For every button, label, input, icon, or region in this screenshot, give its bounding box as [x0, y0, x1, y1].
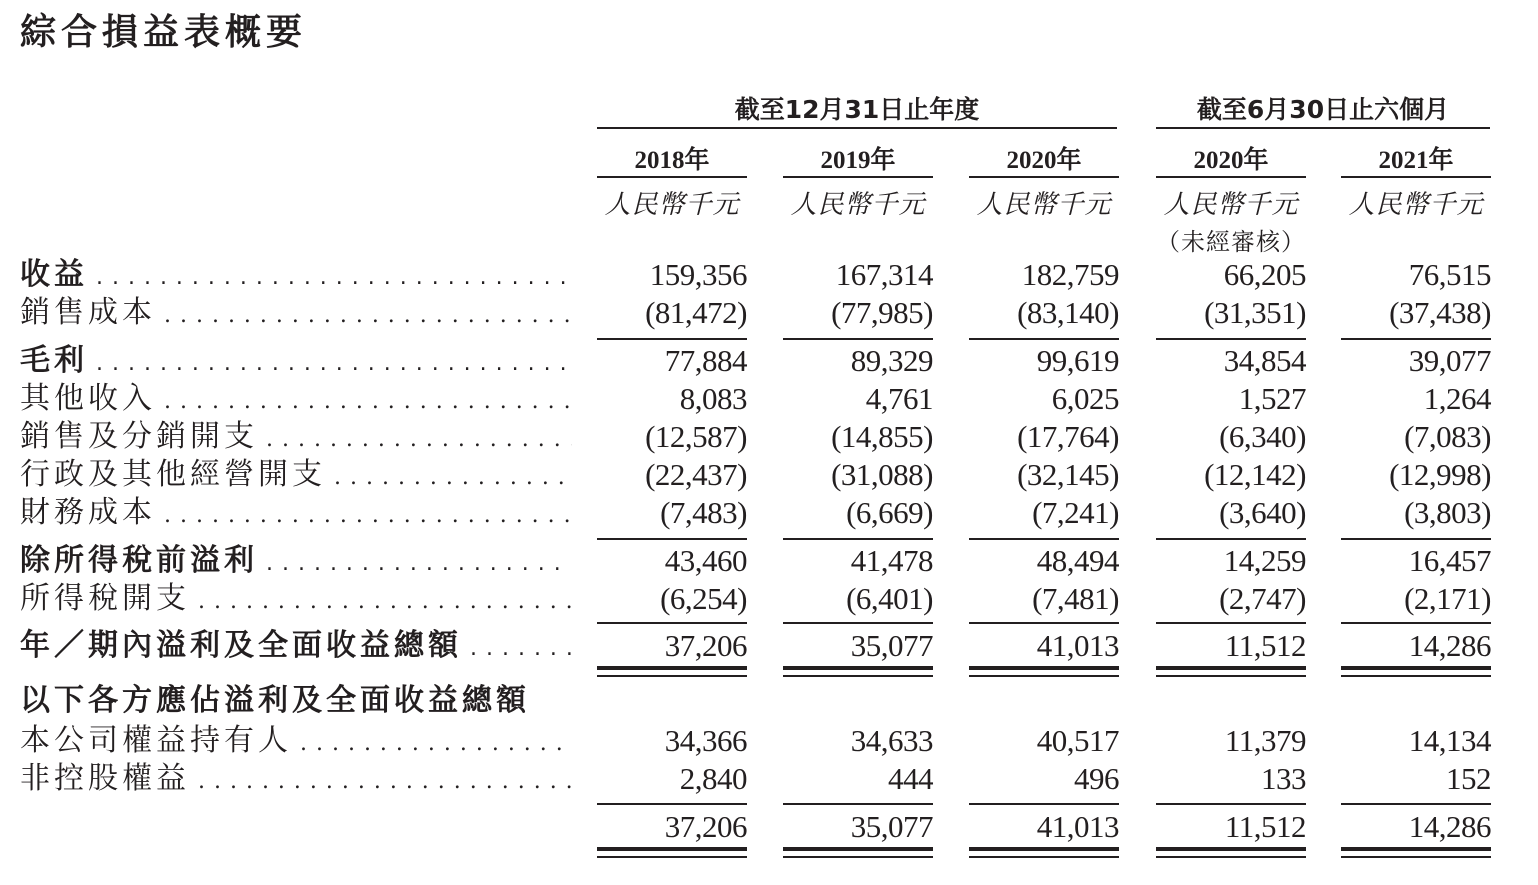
unit-label: 人民幣千元	[604, 190, 740, 220]
table-cell: (6,401)	[846, 581, 933, 616]
table-cell: 34,633	[850, 723, 933, 758]
subtotal-rule	[1341, 538, 1491, 540]
table-cell: 37,206	[664, 628, 747, 663]
table-cell: (22,437)	[645, 457, 747, 492]
total-double-rule	[1341, 847, 1491, 851]
subtotal-rule	[969, 338, 1119, 340]
total-double-rule	[969, 666, 1119, 670]
total-double-rule	[597, 666, 747, 670]
row-label: 所得稅開支 . . .	[20, 581, 572, 617]
table-cell: 40,517	[1036, 723, 1119, 758]
row-label: 財務成本 . . .	[20, 495, 572, 531]
subtotal-rule	[1156, 538, 1306, 540]
table-cell: (7,241)	[1032, 495, 1119, 530]
table-cell: 14,286	[1408, 809, 1491, 844]
table-cell: (6,254)	[660, 581, 747, 616]
subtotal-rule	[1341, 622, 1491, 624]
unaudited-note: （未經審核）	[1156, 228, 1306, 256]
subtotal-rule	[1341, 338, 1491, 340]
table-cell: 182,759	[1021, 257, 1119, 292]
subtotal-rule	[969, 622, 1119, 624]
table-cell: 66,205	[1223, 257, 1306, 292]
row-label: 非控股權益 . . .	[20, 761, 572, 797]
table-cell: 496	[1074, 761, 1119, 796]
group-rule-year-ended	[597, 127, 1117, 129]
subtotal-rule	[597, 803, 747, 805]
total-double-rule	[783, 856, 933, 858]
year-rule	[1156, 176, 1306, 178]
table-cell: (2,171)	[1404, 581, 1491, 616]
subtotal-rule	[1156, 803, 1306, 805]
table-cell: 1,264	[1423, 381, 1491, 416]
total-double-rule	[597, 856, 747, 858]
table-cell: 11,512	[1224, 628, 1306, 663]
year-header-2021-interim: 2021年	[1378, 147, 1454, 174]
unit-label: 人民幣千元	[1348, 190, 1484, 220]
table-cell: 39,077	[1408, 343, 1491, 378]
table-cell: (3,640)	[1219, 495, 1306, 530]
table-cell: (37,438)	[1389, 295, 1491, 330]
total-double-rule	[969, 856, 1119, 858]
row-label: 銷售成本 . . .	[20, 295, 572, 331]
table-cell: (12,142)	[1204, 457, 1306, 492]
group-rule-six-months	[1156, 127, 1490, 129]
total-double-rule	[597, 675, 747, 677]
subtotal-rule	[597, 622, 747, 624]
total-double-rule	[1341, 666, 1491, 670]
year-rule	[783, 176, 933, 178]
row-label: 本公司權益持有人 . . .	[20, 723, 572, 759]
table-cell: 41,478	[850, 543, 933, 578]
table-cell: (12,587)	[645, 419, 747, 454]
total-double-rule	[783, 666, 933, 670]
table-cell: 35,077	[850, 809, 933, 844]
table-cell: 77,884	[664, 343, 747, 378]
table-cell: 1,527	[1238, 381, 1306, 416]
year-rule	[597, 176, 747, 178]
row-label: 年／期內溢利及全面收益總額 . . .	[20, 628, 572, 664]
table-cell: 167,314	[835, 257, 933, 292]
unit-label: 人民幣千元	[1163, 190, 1299, 220]
row-label: 毛利 . . .	[20, 343, 572, 379]
table-cell: (17,764)	[1017, 419, 1119, 454]
table-cell: (81,472)	[645, 295, 747, 330]
row-label: 其他收入 . . .	[20, 381, 572, 417]
total-double-rule	[783, 847, 933, 851]
subtotal-rule	[597, 538, 747, 540]
total-double-rule	[597, 847, 747, 851]
table-cell: 4,761	[865, 381, 933, 416]
table-cell: (2,747)	[1219, 581, 1306, 616]
page-title: 綜合損益表概要	[20, 12, 308, 53]
year-header-2020: 2020年	[1006, 147, 1082, 174]
subtotal-rule	[969, 803, 1119, 805]
table-cell: 76,515	[1408, 257, 1491, 292]
table-cell: 99,619	[1036, 343, 1119, 378]
table-cell: 14,259	[1223, 543, 1306, 578]
table-cell: (14,855)	[831, 419, 933, 454]
row-label: 行政及其他經營開支 . . .	[20, 457, 572, 493]
subtotal-rule	[783, 338, 933, 340]
table-cell: 14,286	[1408, 628, 1491, 663]
total-double-rule	[1341, 675, 1491, 677]
total-double-rule	[969, 675, 1119, 677]
total-double-rule	[1156, 847, 1306, 851]
row-label: 以下各方應佔溢利及全面收益總額	[20, 683, 530, 718]
table-cell: 35,077	[850, 628, 933, 663]
subtotal-rule	[783, 803, 933, 805]
table-cell: 34,366	[664, 723, 747, 758]
subtotal-rule	[969, 538, 1119, 540]
group-header-year-ended: 截至12月31日止年度	[734, 95, 980, 124]
row-label: 收益 . . .	[20, 257, 572, 293]
table-cell: 2,840	[679, 761, 747, 796]
table-cell: 159,356	[649, 257, 747, 292]
table-cell: 11,512	[1224, 809, 1306, 844]
table-cell: 34,854	[1223, 343, 1306, 378]
table-cell: 43,460	[664, 543, 747, 578]
subtotal-rule	[1156, 622, 1306, 624]
table-cell: 8,083	[679, 381, 747, 416]
row-label: 除所得稅前溢利 . . .	[20, 543, 572, 579]
table-cell: (31,351)	[1204, 295, 1306, 330]
table-cell: 41,013	[1036, 628, 1119, 663]
table-cell: (3,803)	[1404, 495, 1491, 530]
table-cell: (7,481)	[1032, 581, 1119, 616]
table-cell: (6,669)	[846, 495, 933, 530]
year-rule	[969, 176, 1119, 178]
table-cell: 16,457	[1408, 543, 1491, 578]
group-header-six-months: 截至6月30日止六個月	[1196, 95, 1450, 124]
unit-label: 人民幣千元	[790, 190, 926, 220]
subtotal-rule	[597, 338, 747, 340]
row-label: 銷售及分銷開支 . . .	[20, 419, 572, 455]
total-double-rule	[1156, 666, 1306, 670]
subtotal-rule	[783, 538, 933, 540]
year-header-2020-interim: 2020年	[1193, 147, 1269, 174]
table-cell: (12,998)	[1389, 457, 1491, 492]
table-cell: (77,985)	[831, 295, 933, 330]
total-double-rule	[969, 847, 1119, 851]
table-cell: 48,494	[1036, 543, 1119, 578]
total-double-rule	[1156, 675, 1306, 677]
total-double-rule	[783, 675, 933, 677]
unit-label: 人民幣千元	[976, 190, 1112, 220]
table-cell: 41,013	[1036, 809, 1119, 844]
year-header-2019: 2019年	[820, 147, 896, 174]
year-header-2018: 2018年	[634, 147, 710, 174]
table-cell: (31,088)	[831, 457, 933, 492]
year-rule	[1341, 176, 1491, 178]
table-cell: (7,483)	[660, 495, 747, 530]
table-cell: 444	[888, 761, 933, 796]
subtotal-rule	[1341, 803, 1491, 805]
table-cell: 37,206	[664, 809, 747, 844]
table-cell: (32,145)	[1017, 457, 1119, 492]
table-cell: 14,134	[1408, 723, 1491, 758]
total-double-rule	[1341, 856, 1491, 858]
table-cell: 133	[1261, 761, 1306, 796]
table-cell: 152	[1446, 761, 1491, 796]
table-cell: 11,379	[1224, 723, 1306, 758]
table-cell: 6,025	[1051, 381, 1119, 416]
table-cell: (7,083)	[1404, 419, 1491, 454]
table-cell: 89,329	[850, 343, 933, 378]
total-double-rule	[1156, 856, 1306, 858]
table-cell: (6,340)	[1219, 419, 1306, 454]
subtotal-rule	[783, 622, 933, 624]
table-cell: (83,140)	[1017, 295, 1119, 330]
subtotal-rule	[1156, 338, 1306, 340]
